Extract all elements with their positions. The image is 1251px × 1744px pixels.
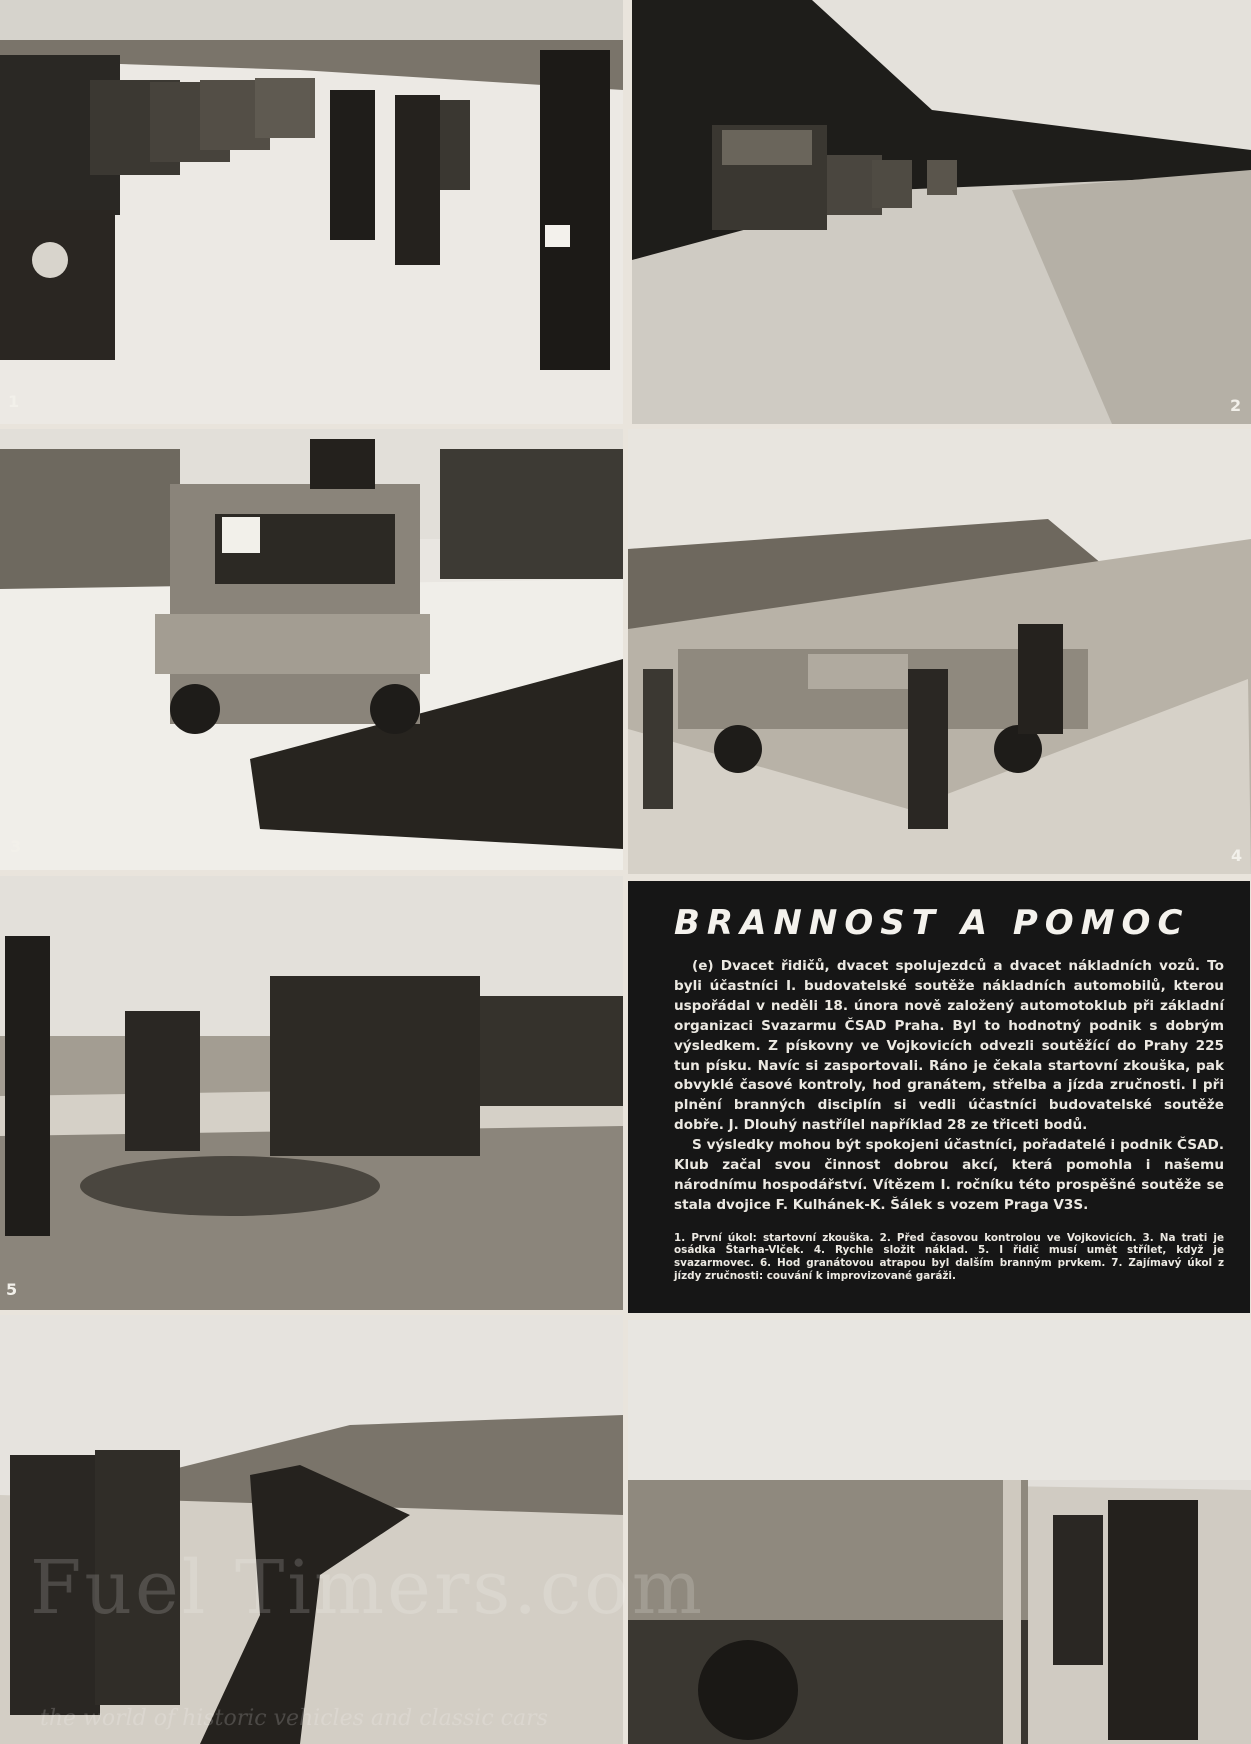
- photo-5-number: 5: [6, 1280, 18, 1299]
- photo-2-casova-kontrola: [632, 0, 1251, 424]
- article-paragraph-2: S výsledky mohou být spokojeni účastníci, pořadatelé i podnik ČSAD. Klub začal svou činnost dobrou akcí, která pomohla i našemu národnímu hospodářství. Vítězem I. ročníku této prospěšné soutěže se stala dvojice F. Kulhánek-K. Šálek s vozem Praga V3S.: [674, 1137, 1224, 1213]
- photo-3-image: [0, 429, 623, 870]
- watermark-subtitle: the world of historic vehicles and classic cars: [40, 1706, 548, 1731]
- photo-4-image: [628, 429, 1251, 874]
- photo-7-image: [628, 1320, 1251, 1744]
- photo-3-osadka: [0, 429, 623, 870]
- photo-7-couvani: [628, 1320, 1251, 1744]
- photo-3-number: 3: [10, 837, 22, 856]
- article-title: BRANNOST A POMOC: [674, 903, 1190, 943]
- photo-1-number: 1: [8, 392, 20, 411]
- photo-4-slozit-naklad: [628, 429, 1251, 874]
- photo-6-hod-granatem: [0, 1315, 623, 1744]
- article-paragraph-1: (e) Dvacet řidičů, dvacet spolujezdců a dvacet nákladních vozů. To byli účastníci I. budovatelské soutěže nákladních automobilů, kterou uspořádal v neděli 18. února nově založený automotoklub při základní organizaci Svazarmu ČSAD Praha. Byl to hodnotný podnik s dobrým výsledkem. Z pískovny ve Vojkovicích odvezli soutěžící do Prahy 225 tun písku. Navíc si zasportovali. Ráno je čekala startovní zkouška, pak obvyklé časové kontroly, hod granátem, střelba a jízda zručnosti. I při plnění branných disciplín si vedli účastníci budovatelské soutěže dobře. J. Dlouhý nastřílel například 28 ze třiceti bodů.: [674, 958, 1224, 1134]
- photo-1-startovni-zkouska: [0, 0, 623, 424]
- photo-captions: 1. První úkol: startovní zkouška. 2. Před časovou kontrolou ve Vojkovicích. 3. Na trati je osádka Štarha-Vlček. 4. Rychle složit náklad. 5. I řidič musí umět střílet, když je svazarmovec. 6. Hod granátovou atrapou byl dalším branným prvkem. 7. Zajímavý úkol z jízdy zručnosti: couvání k improvizované garáži.: [674, 1231, 1224, 1282]
- photo-2-image: [632, 0, 1251, 424]
- photo-4-number: 4: [1231, 846, 1243, 865]
- photo-2-number: 2: [1230, 396, 1242, 415]
- article-box: [628, 881, 1250, 1313]
- watermark: Fuel Timers.com: [30, 1545, 706, 1631]
- photo-5-strelba: [0, 876, 623, 1310]
- photo-1-image: [0, 0, 623, 424]
- photo-6-image: [0, 1315, 623, 1744]
- photo-5-image: [0, 876, 623, 1310]
